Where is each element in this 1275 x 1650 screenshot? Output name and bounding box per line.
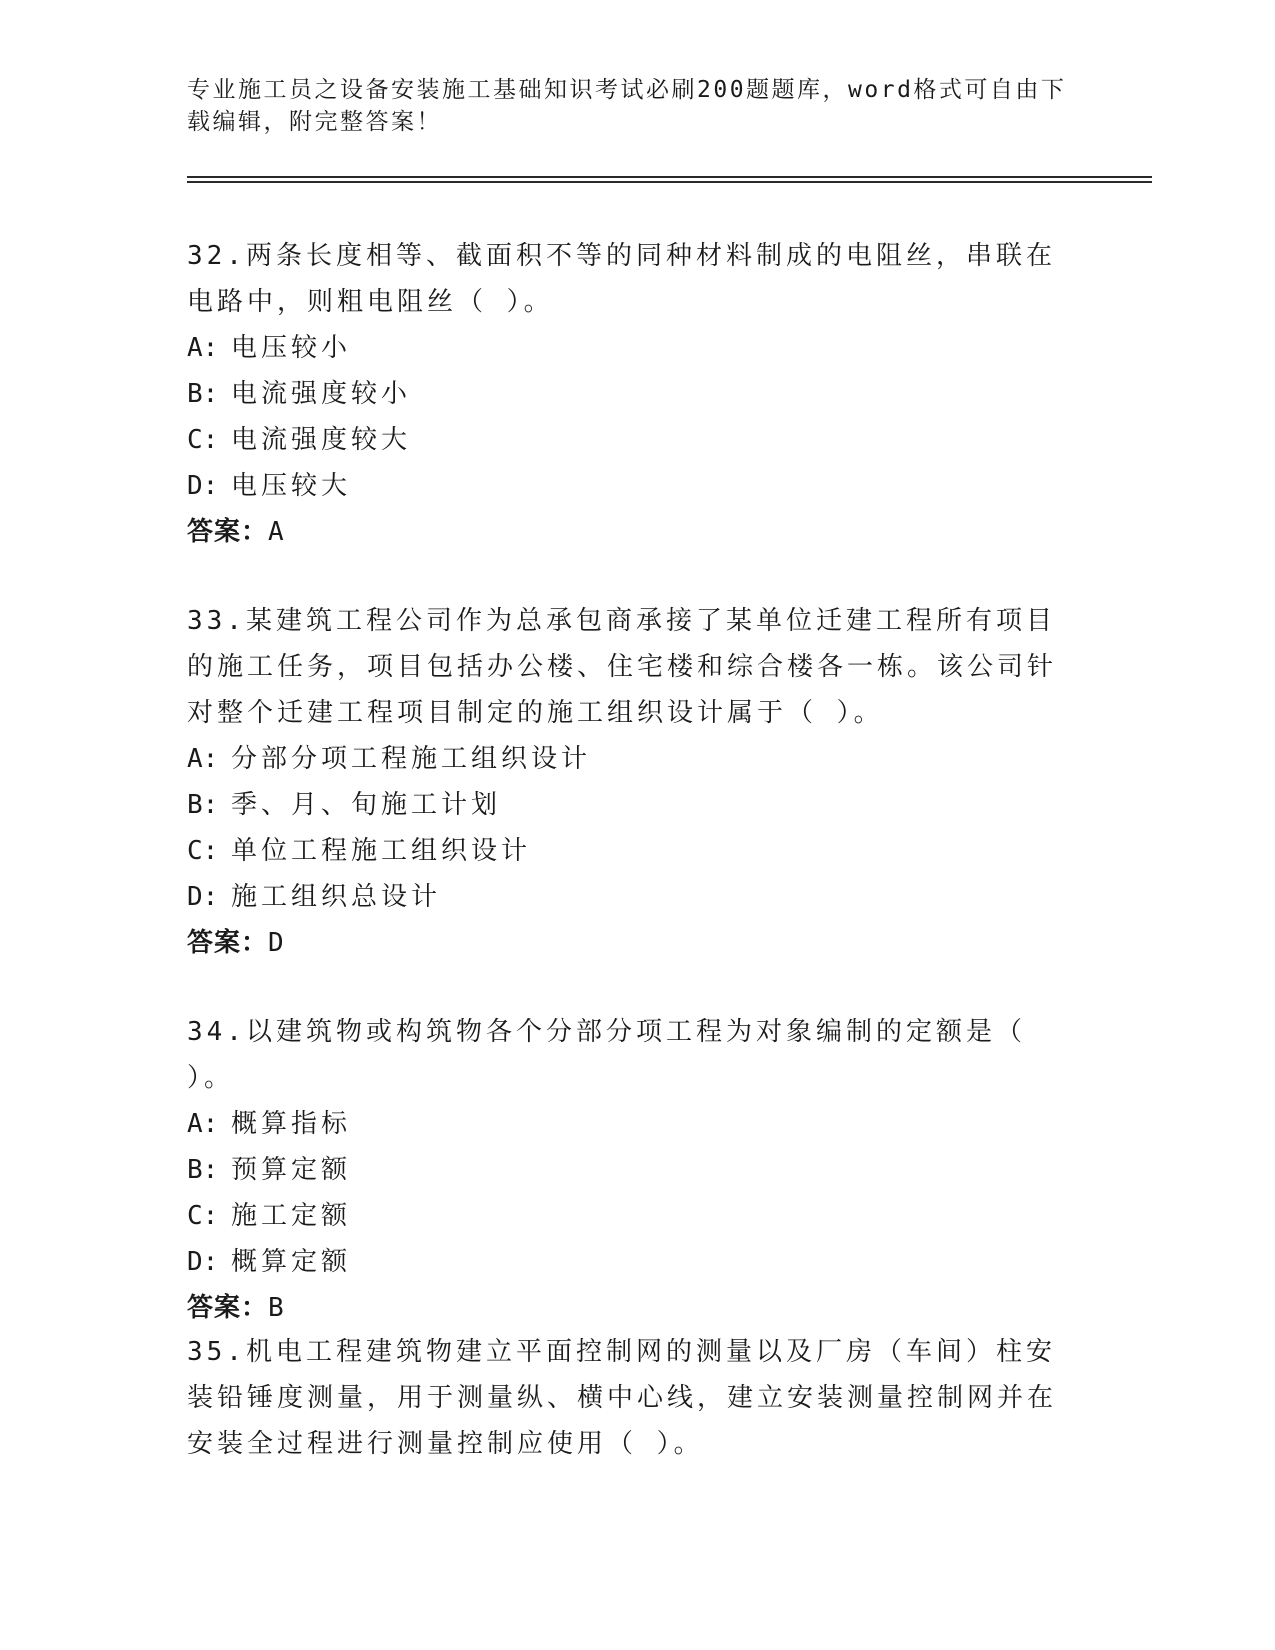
option-key: B:: [187, 790, 219, 820]
question-text: [187, 1009, 1077, 1101]
answer-line: [187, 920, 1077, 966]
question-number: 33.: [187, 606, 246, 636]
option-text: 电压较大: [231, 471, 352, 501]
answer-label: 答案：: [187, 517, 269, 547]
question-32: [187, 233, 1077, 555]
answer-label: 答案：: [187, 1293, 269, 1323]
option-a: [187, 1101, 1077, 1147]
option-text: 电压较小: [231, 333, 352, 363]
answer-value: A: [268, 517, 285, 547]
question-text: [187, 233, 1077, 325]
option-a: [187, 325, 1077, 371]
option-key: C:: [187, 836, 219, 866]
answer-label: 答案：: [187, 928, 269, 958]
option-key: A:: [187, 333, 219, 363]
question-33: [187, 598, 1077, 966]
option-text: 电流强度较小: [231, 379, 412, 409]
option-text: 电流强度较大: [231, 425, 412, 455]
option-key: C:: [187, 425, 219, 455]
question-body: 某建筑工程公司作为总承包商承接了某单位迁建工程所有项目的施工任务，项目包括办公楼、住宅楼和综合楼各一栋。该公司针对整个迁建工程项目制定的施工组织设计属于（ ）。: [187, 606, 1058, 728]
question-body: 以建筑物或构筑物各个分部分项工程为对象编制的定额是（ ）。: [187, 1017, 1026, 1093]
option-key: D:: [187, 471, 219, 501]
option-b: [187, 1147, 1077, 1193]
question-number: 35.: [187, 1337, 246, 1367]
header-rule-top: [187, 176, 1152, 178]
option-a: [187, 736, 1077, 782]
option-text: 分部分项工程施工组织设计: [231, 744, 592, 774]
option-text: 施工定额: [231, 1201, 352, 1231]
option-b: [187, 782, 1077, 828]
option-b: [187, 371, 1077, 417]
question-body: 两条长度相等、截面积不等的同种材料制成的电阻丝，串联在电路中，则粗电阻丝（ ）。: [187, 241, 1056, 317]
answer-value: D: [268, 928, 285, 958]
option-key: D:: [187, 1247, 219, 1277]
option-text: 概算定额: [231, 1247, 352, 1277]
option-c: [187, 1193, 1077, 1239]
question-text: [187, 598, 1077, 736]
option-key: A:: [187, 744, 219, 774]
document-header: 专业施工员之设备安装施工基础知识考试必刷200题题库，word格式可自由下载编辑，附完整答案！: [187, 77, 1067, 135]
option-key: B:: [187, 1155, 219, 1185]
header-rule-bottom: [187, 181, 1152, 183]
answer-line: [187, 509, 1077, 555]
question-body: 机电工程建筑物建立平面控制网的测量以及厂房（车间）柱安装铅锤度测量，用于测量纵、横中心线，建立安装测量控制网并在安装全过程进行测量控制应使用（ ）。: [187, 1337, 1058, 1459]
option-key: C:: [187, 1201, 219, 1231]
option-text: 概算指标: [231, 1109, 352, 1139]
option-text: 单位工程施工组织设计: [231, 836, 532, 866]
option-text: 施工组织总设计: [231, 882, 442, 912]
question-35: [187, 1329, 1077, 1467]
option-key: D:: [187, 882, 219, 912]
question-number: 34.: [187, 1017, 246, 1047]
question-34: [187, 1009, 1077, 1331]
option-key: A:: [187, 1109, 219, 1139]
question-text: [187, 1329, 1077, 1467]
option-c: [187, 828, 1077, 874]
option-d: [187, 463, 1077, 509]
question-number: 32.: [187, 241, 246, 271]
option-c: [187, 417, 1077, 463]
option-d: [187, 1239, 1077, 1285]
answer-value: B: [268, 1293, 285, 1323]
answer-line: [187, 1285, 1077, 1331]
option-key: B:: [187, 379, 219, 409]
option-text: 季、月、旬施工计划: [231, 790, 502, 820]
option-text: 预算定额: [231, 1155, 352, 1185]
option-d: [187, 874, 1077, 920]
